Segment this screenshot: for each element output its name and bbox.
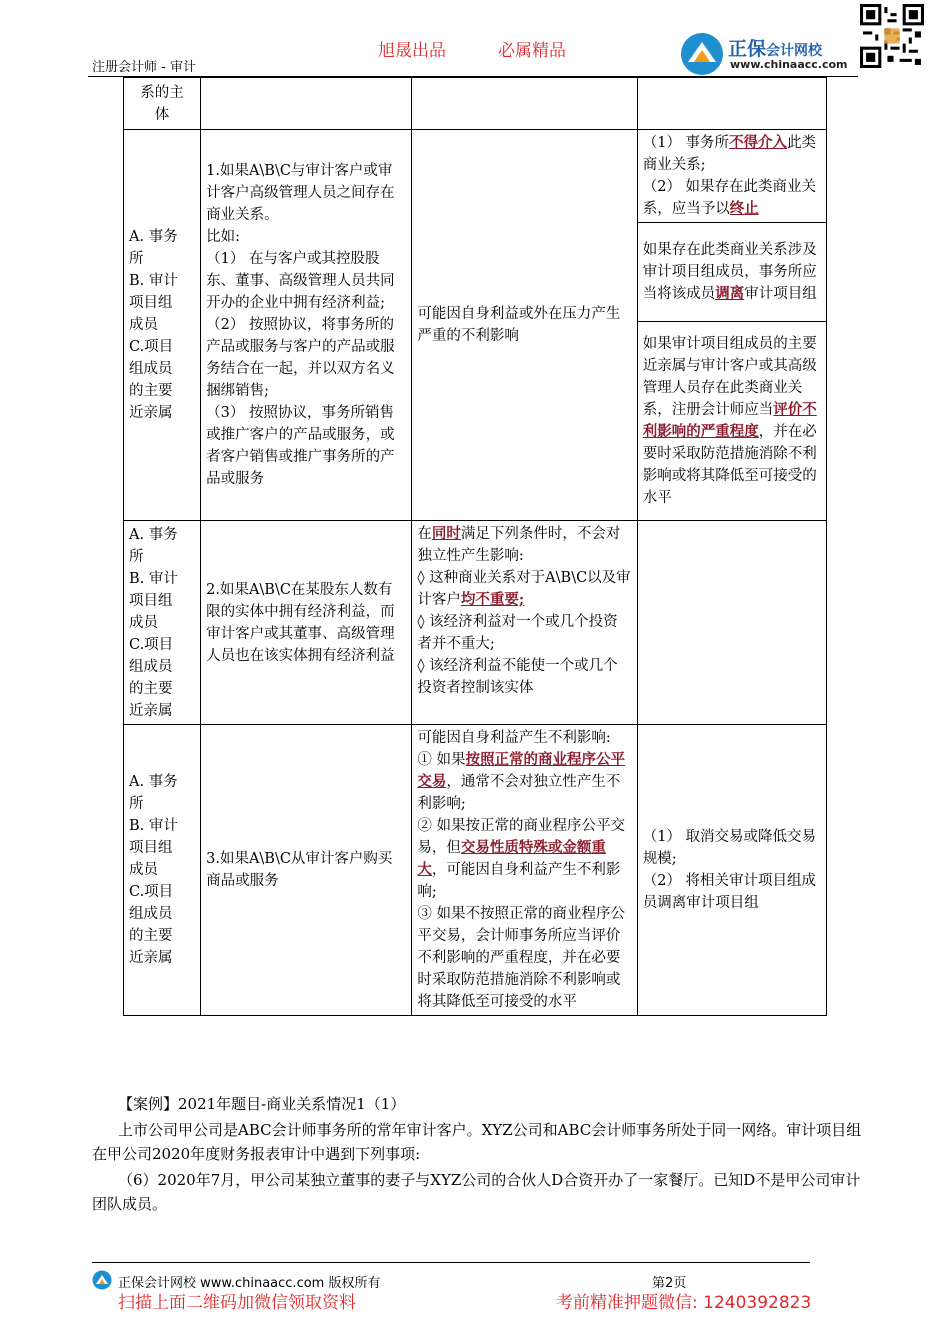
key-term: 同时 — [431, 525, 461, 542]
qr-code-icon — [860, 4, 924, 68]
table-row — [124, 725, 827, 1016]
cell-measure-1: （1） 事务所不得介入此类商业关系; （2） 如果存在此类商业关系，应当予以终止 — [637, 130, 826, 223]
footer-logo-icon — [92, 1270, 112, 1290]
logo-url: www.chinaacc.com — [730, 58, 848, 71]
cell-impact: 可能因自身利益或外在压力产生严重的不利影响 — [412, 130, 637, 521]
footer-rule — [92, 1262, 810, 1263]
key-term: 不得介入 — [729, 134, 788, 151]
cell-subject: A. 事务 所 B. 审计 项目组 成员 C.项目 组成员 的主要 近亲属 — [124, 130, 201, 521]
key-term: 按照正常的商业程序公平交易 — [417, 751, 626, 790]
cell-empty — [201, 78, 412, 130]
header-course-title: 注册会计师 - 审计 — [92, 60, 196, 75]
cell-measure-3: 如果审计项目组成员的主要近亲属与审计客户或其高级管理人员存在此类商业关系，注册会计师应当评价不利影响的严重程度，并在必要时采取防范措施消除不利影响或将其降低至可接受的水平 — [637, 322, 826, 521]
table-row — [124, 78, 827, 130]
cell-measure: （1） 取消交易或降低交易规模; （2） 将相关审计项目组成员调离审计项目组 — [637, 725, 826, 1016]
logo-mark-icon — [680, 32, 724, 76]
case-paragraph-1: 上市公司甲公司是ABC会计师事务所的常年审计客户。XYZ公司和ABC会计师事务所处于同一网络。审计项目组在甲公司2020年度财务报表审计中遇到下列事项: — [92, 1121, 862, 1163]
logo-sub: 会计网校 — [766, 43, 823, 59]
key-term: 调离 — [715, 285, 745, 302]
logo-name: 正保 — [728, 38, 767, 60]
cell-empty — [637, 521, 826, 725]
case-paragraph-2: （6）2020年7月，甲公司某独立董事的妻子与XYZ公司的合伙人D合资开办了一家餐厅。已知D不是甲公司审计团队成员。 — [92, 1171, 861, 1213]
key-term: 均不重要; — [460, 591, 525, 608]
cell-subject: A. 事务 所 B. 审计 项目组 成员 C.项目 组成员 的主要 近亲属 — [124, 725, 201, 1016]
cell-empty — [412, 78, 637, 130]
key-term: 评价不利影响的严重程度 — [642, 401, 817, 440]
chinaacc-logo — [680, 32, 860, 76]
cell-description: 1.如果A\B\C与审计客户或审计客户高级管理人员之间存在商业关系。 比如: （1） 在与客户或其控股股东、董事、高级管理人员共同开办的企业中拥有经济利益; （2） 按照协议，将事务所的产品或服务与客户的产品或服务结合在一起，并以双方名义捆绑销售; （3） 按照协议，事务所销售或推广客户的产品或服务，或者客户销售或推广事务所的产品或服务 — [201, 130, 412, 521]
footer-copyright: 正保会计网校 www.chinaacc.com 版权所有 — [118, 1276, 381, 1291]
cell-impact: 可能因自身利益产生不利影响: ① 如果按照正常的商业程序公平交易，通常不会对独立性产生不利影响; ② 如果按正常的商业程序公平交易，但交易性质特殊或金额重大，可能因自身利益产生不利影响; ③ 如果不按照正常的商业程序公平交易，会计师事务所应当评价不利影响的严重程度，并在必要时采取防范措施消除不利影响或将其降低至可接受的水平 — [412, 725, 637, 1016]
cell-description: 2.如果A\B\C在某股东人数有限的实体中拥有经济利益，而审计客户或其董事、高级管理人员也在该实体拥有经济利益 — [201, 521, 412, 725]
page-number: 第2页 — [652, 1276, 687, 1291]
table-row — [124, 130, 827, 223]
cell-subject-continued: 系的主 体 — [124, 78, 201, 130]
case-title: 【案例】2021年题目-商业关系情况1（1） — [118, 1095, 406, 1113]
independence-table — [123, 77, 827, 1016]
table-row — [124, 521, 827, 725]
cell-subject: A. 事务 所 B. 审计 项目组 成员 C.项目 组成员 的主要 近亲属 — [124, 521, 201, 725]
key-term: 终止 — [729, 200, 759, 217]
cell-impact: 在同时满足下列条件时，不会对独立性产生影响: ◊ 这种商业关系对于A\B\C以及审计客户均不重要; ◊ 该经济利益对一个或几个投资者并不重大; ◊ 该经济利益不能使一个或几个投资者控制该实体 — [412, 521, 637, 725]
promo-right: 考前精准押题微信: 1240392823 — [556, 1293, 812, 1313]
header-slogan-2: 必属精品 — [498, 41, 566, 61]
cell-measure-2: 如果存在此类商业关系涉及审计项目组成员，事务所应当将该成员调离审计项目组 — [637, 223, 826, 322]
key-term: 交易性质特殊或金额重大 — [417, 839, 606, 878]
promo-left: 扫描上面二维码加微信领取资料 — [118, 1293, 356, 1313]
header-slogan-1: 旭晟出品 — [378, 41, 446, 61]
cell-empty — [637, 78, 826, 130]
cell-description: 3.如果A\B\C从审计客户购买商品或服务 — [201, 725, 412, 1016]
